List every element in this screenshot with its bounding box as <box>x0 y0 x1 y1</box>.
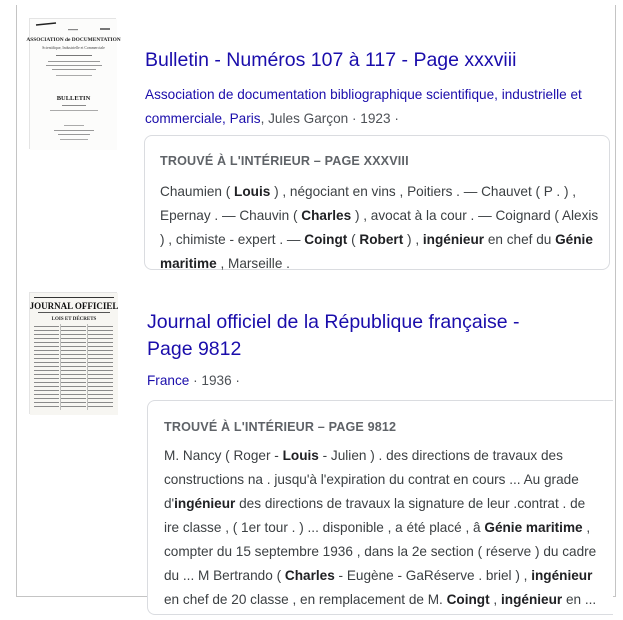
result-meta <box>147 369 567 393</box>
snippet-fragment: - Eugène - GaRéserve . briel ) , <box>334 568 532 583</box>
highlighted-term: Charles <box>301 208 352 223</box>
snippet-fragment: M. Nancy ( Roger - <box>164 448 283 463</box>
book-cover-thumbnail[interactable] <box>26 18 121 149</box>
found-inside-heading: TROUVÉ À L'INTÉRIEUR – PAGE 9812 <box>164 420 397 434</box>
publication-info: , Jules Garçon · 1923 · <box>260 111 399 126</box>
publisher-link[interactable]: Association de documentation bibliographique scientifique, industrielle et commerciale, Paris <box>145 87 582 126</box>
inside-book-card[interactable] <box>147 400 613 615</box>
journal-page-image <box>30 293 118 415</box>
snippet-fragment: ) , avocat à la cour . — Coignard ( Alexis ) , chimiste - expert . — <box>160 208 599 247</box>
snippet-fragment: en chef de 20 classe , en remplacement de M. <box>164 592 447 607</box>
snippet-fragment: des directions de travaux la signature de leur .contrat . de ire classe , ( 1er tour . ) ... disponible , a été placé , â <box>164 496 586 535</box>
snippet-fragment: , <box>489 592 501 607</box>
snippet-fragment: , compter du 15 septembre 1936 , dans la 2e section ( réserve ) du cadre du ... M Bertrando ( <box>164 520 597 583</box>
book-cover-thumbnail[interactable] <box>29 292 117 414</box>
publication-info: · 1936 · <box>189 373 240 388</box>
highlighted-term: Coingt <box>446 592 490 607</box>
snippet-text <box>160 180 600 276</box>
book-result <box>17 285 615 605</box>
result-title-link[interactable]: Journal officiel de la République française - Page 9812 <box>147 311 520 360</box>
snippet-fragment: ( <box>347 232 360 247</box>
snippet-fragment: Chaumien ( <box>160 184 235 199</box>
search-results-panel <box>16 5 616 607</box>
found-inside-heading: TROUVÉ À L'INTÉRIEUR – PAGE XXXVIII <box>160 154 409 168</box>
highlighted-term: Génie maritime <box>484 520 583 535</box>
result-meta <box>145 83 595 131</box>
bulletin-cover-image <box>26 19 121 150</box>
snippet-fragment: en ... <box>562 592 597 607</box>
journal-text-columns <box>34 326 113 407</box>
cover-org-line2: Scientifique, Industrielle et Commerciale <box>42 46 105 50</box>
cover-org-line1: ASSOCIATION de DOCUMENTATION <box>26 37 121 43</box>
inside-book-card[interactable] <box>144 135 610 270</box>
highlighted-term: Génie maritime <box>160 232 593 271</box>
snippet-fragment: ) , <box>403 232 423 247</box>
highlighted-term: ingénieur <box>422 232 485 247</box>
snippet-text <box>164 444 604 612</box>
highlighted-term: Louis <box>282 448 319 463</box>
cover-title: BULLETIN <box>56 95 91 102</box>
highlighted-term: Louis <box>234 184 271 199</box>
highlighted-term: ingénieur <box>531 568 593 583</box>
result-title-link[interactable]: Bulletin - Numéros 107 à 117 - Page xxxviii <box>145 49 517 71</box>
snippet-fragment: , Marseille . <box>216 256 290 271</box>
book-result <box>17 5 615 285</box>
highlighted-term: ingénieur <box>501 592 563 607</box>
highlighted-term: Charles <box>284 568 335 583</box>
journal-subhead: LOIS ET DÉCRETS <box>51 317 97 322</box>
snippet-fragment: en chef du <box>484 232 556 247</box>
highlighted-term: Coingt <box>304 232 348 247</box>
country-link[interactable]: France <box>147 373 190 388</box>
snippet-fragment: - Julien ) . des directions de travaux des constructions na . jusqu'à l'expiration du contrat en cours ... Au grade d' <box>164 448 579 511</box>
journal-masthead: JOURNAL OFFICIEL <box>29 301 119 311</box>
highlighted-term: Robert <box>359 232 404 247</box>
highlighted-term: ingénieur <box>174 496 236 511</box>
snippet-fragment: ) , négociant en vins , Poitiers . — Chauvet ( P . ) , Epernay . — Chauvin ( <box>160 184 577 223</box>
